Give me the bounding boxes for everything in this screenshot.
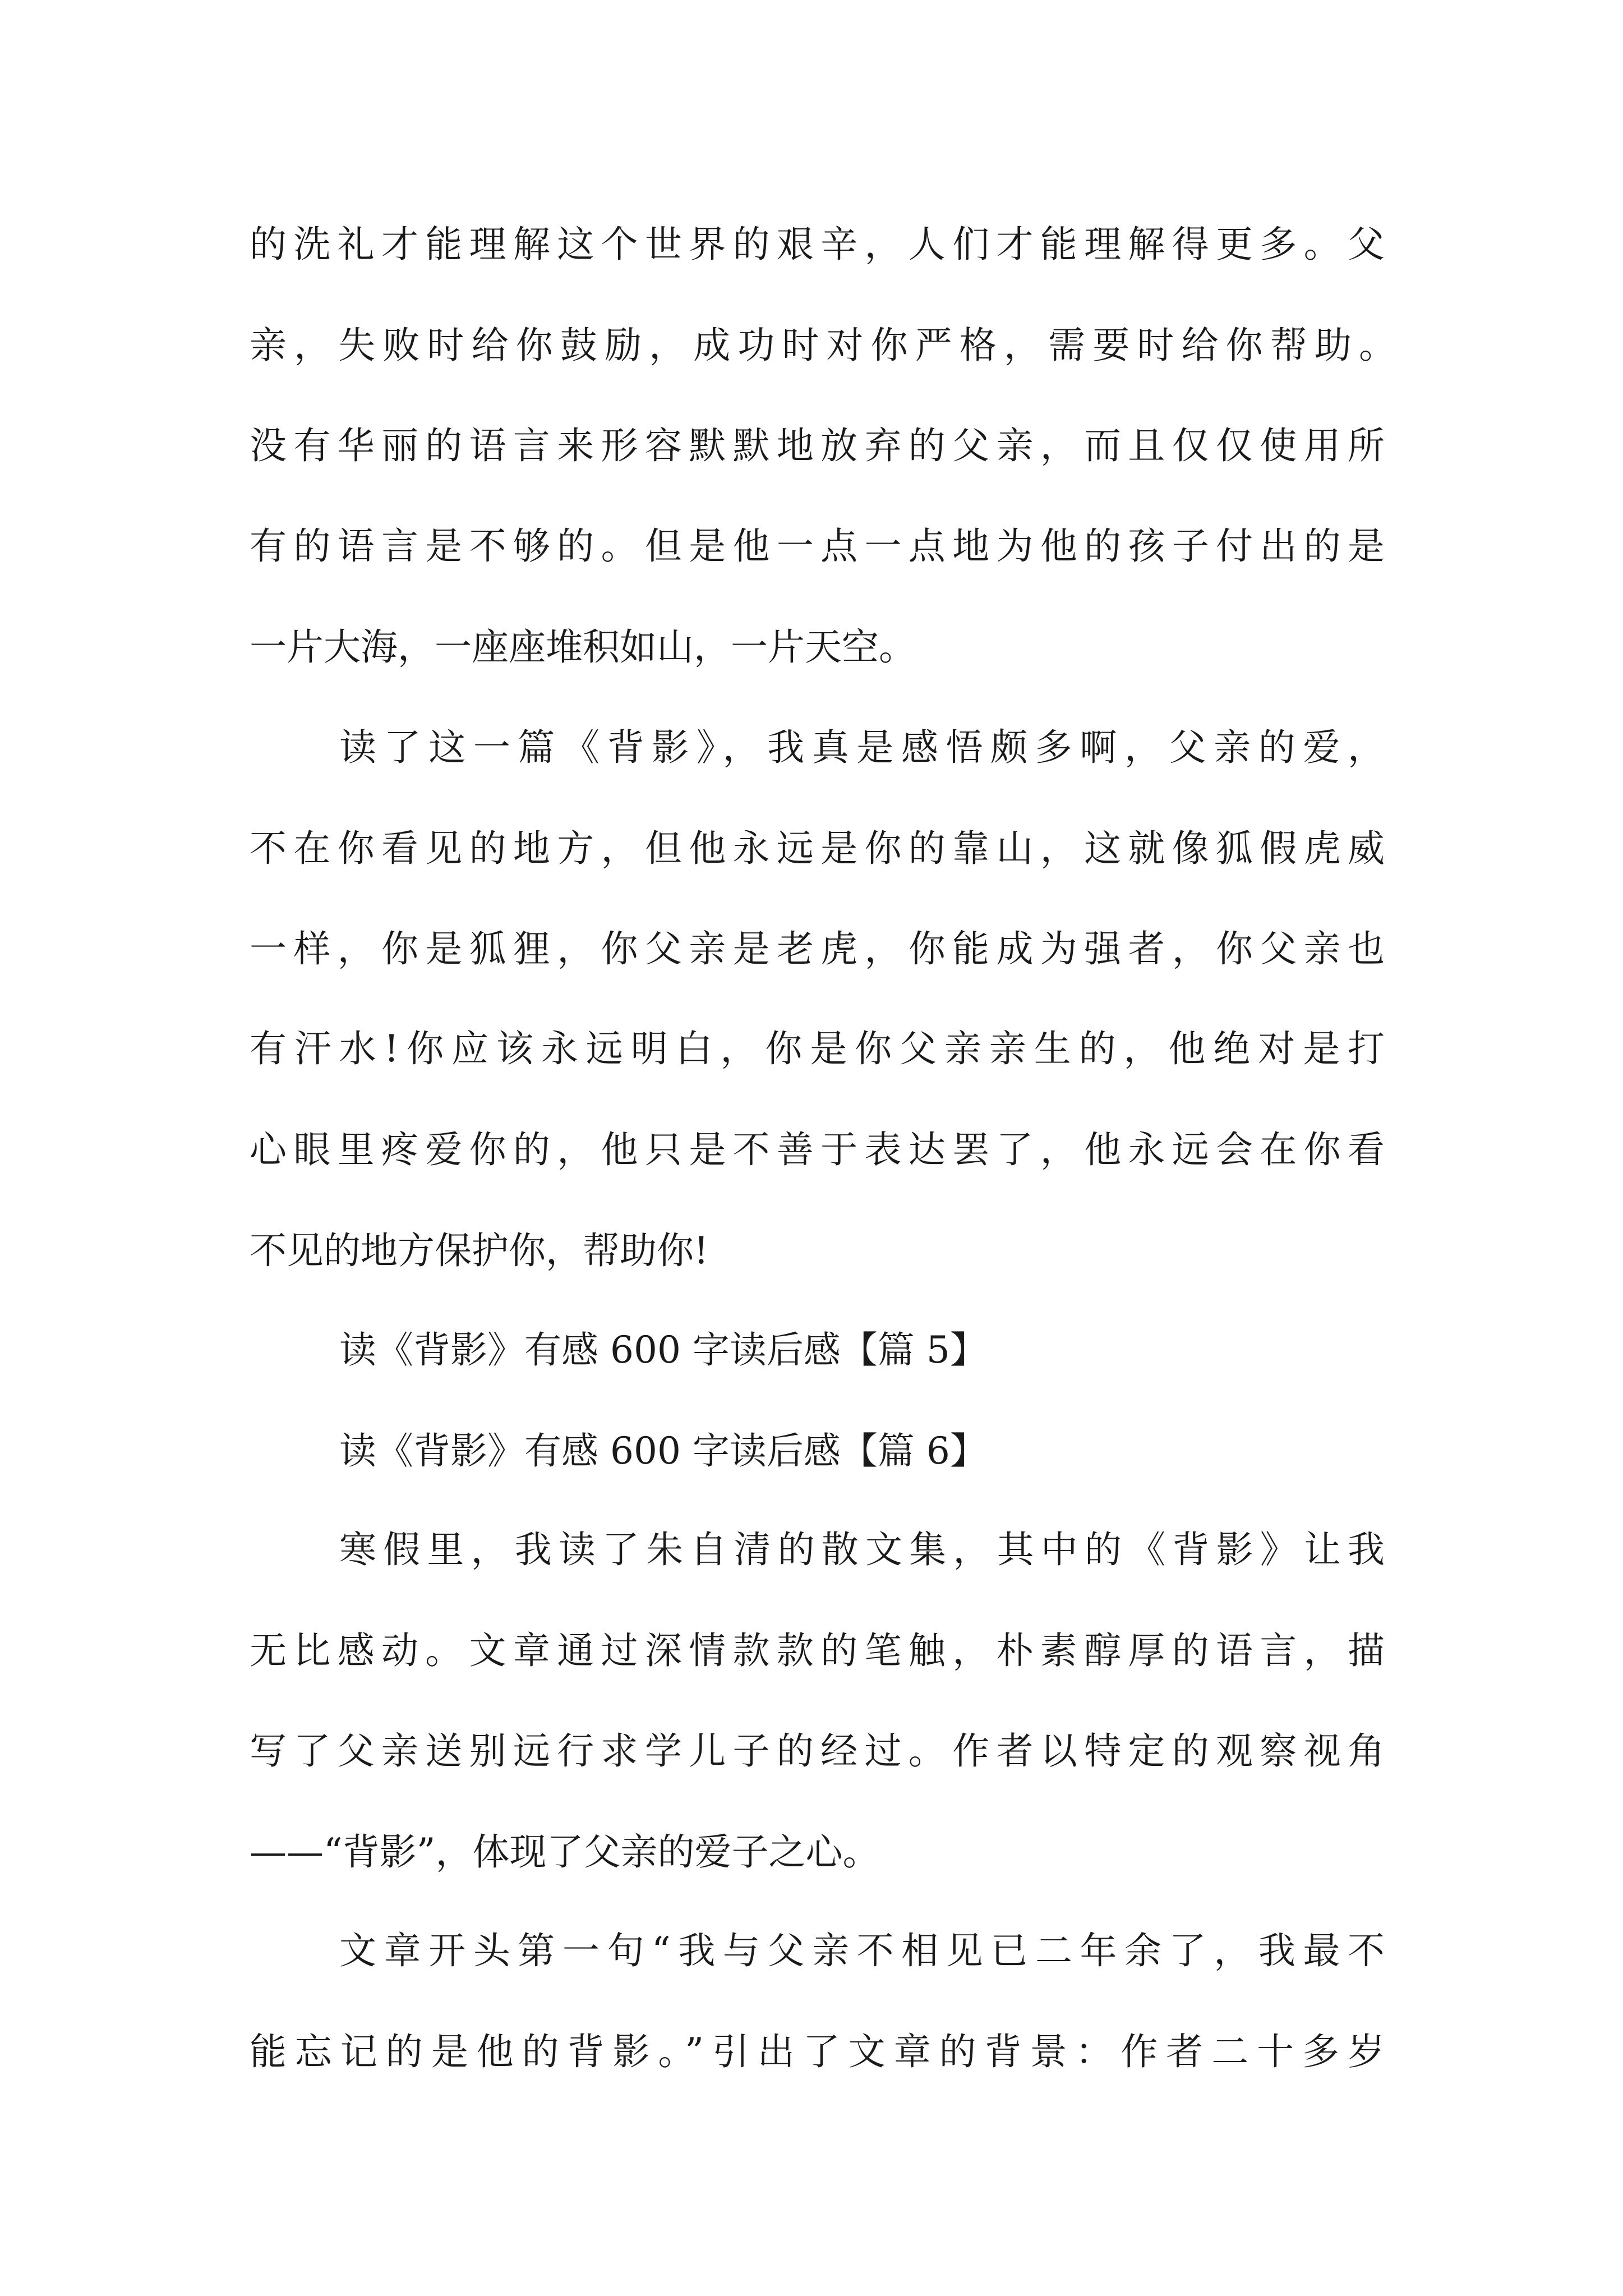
body-text-line: 没有华丽的语言来形容默默地放弃的父亲，而且仅仅使用所 xyxy=(250,424,1385,467)
body-text-line: 能忘记的是他的背影。”引出了文章的背景：作者二十多岁 xyxy=(250,2030,1385,2073)
section-heading: 读《背影》有感 600 字读后感【篇 6】 xyxy=(339,1429,987,1473)
paragraph-first-line: 读了这一篇《背影》，我真是感悟颇多啊，父亲的爱， xyxy=(339,726,1385,769)
body-text-line: ——“背影”，体现了父亲的爱子之心。 xyxy=(250,1830,880,1874)
body-text-line: 不见的地方保护你，帮助你! xyxy=(250,1229,709,1272)
body-text-line: 心眼里疼爱你的，他只是不善于表达罢了，他永远会在你看 xyxy=(250,1128,1385,1171)
body-text-line: 写了父亲送别远行求学儿子的经过。作者以特定的观察视角 xyxy=(250,1729,1385,1773)
body-text-line: 亲，失败时给你鼓励，成功时对你严格，需要时给你帮助。 xyxy=(250,324,1396,367)
body-text-line: 有的语言是不够的。但是他一点一点地为他的孩子付出的是 xyxy=(250,524,1385,568)
body-text-line: 的洗礼才能理解这个世界的艰辛，人们才能理解得更多。父 xyxy=(250,223,1385,266)
section-heading: 读《背影》有感 600 字读后感【篇 5】 xyxy=(339,1328,987,1372)
body-text-line: 有汗水!你应该永远明白，你是你父亲亲生的，他绝对是打 xyxy=(250,1027,1385,1070)
paragraph-first-line: 寒假里，我读了朱自清的散文集，其中的《背影》让我 xyxy=(339,1528,1385,1571)
body-text-line: 无比感动。文章通过深情款款的笔触，朴素醇厚的语言，描 xyxy=(250,1629,1385,1672)
body-text-line: 不在你看见的地方，但他永远是你的靠山，这就像狐假虎威 xyxy=(250,827,1385,870)
body-text-line: 一样，你是狐狸，你父亲是老虎，你能成为强者，你父亲也 xyxy=(250,927,1385,970)
body-text-line: 一片大海，一座座堆积如山，一片天空。 xyxy=(250,625,916,669)
paragraph-first-line: 文章开头第一句“我与父亲不相见已二年余了，我最不 xyxy=(339,1929,1385,1972)
